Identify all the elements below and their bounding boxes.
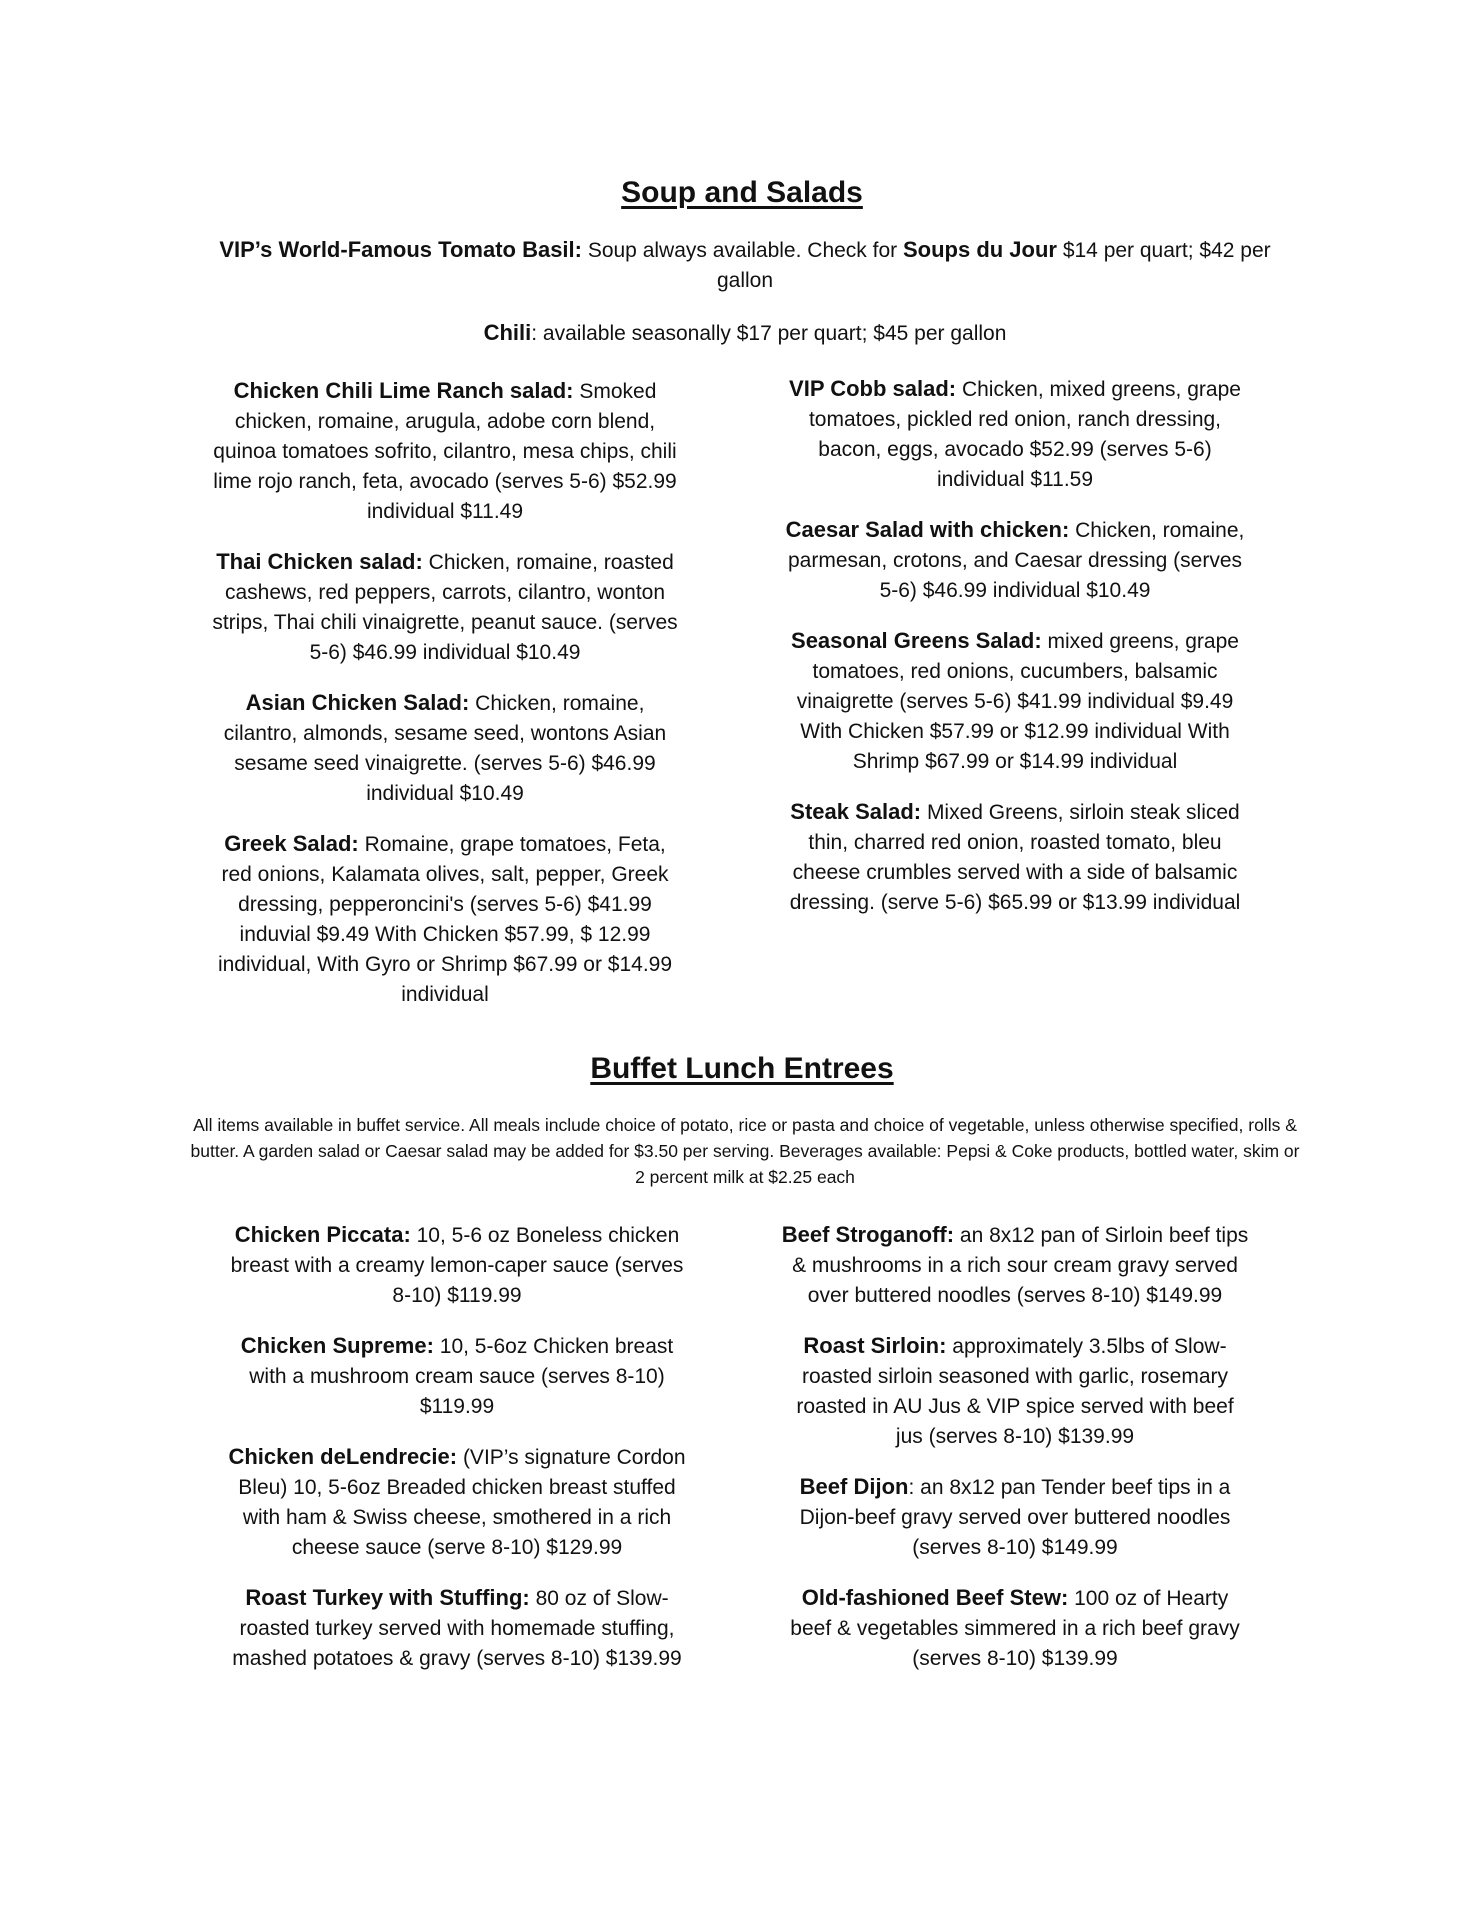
menu-item-desc: Smoked chicken, romaine, arugula, adobe corn blend, quinoa tomatoes sofrito, cilantro, mesa chips, chili lime rojo ranch, feta, avocado (serves 5-6) $52.99 individual $11.49 — [213, 380, 677, 523]
menu-item — [222, 1331, 692, 1422]
menu-item-name: Roast Turkey with Stuffing: — [245, 1585, 530, 1610]
menu-item-desc: mixed greens, grape tomatoes, red onions, cucumbers, balsamic vinaigrette (serves 5-6) $41.99 individual $9.49 With Chicken $57.99 or $12.99 individual With Shrimp $67.99 or $14.99 individual — [796, 630, 1239, 773]
menu-item-desc: approximately 3.5lbs of Slow-roasted sirloin seasoned with garlic, rosemary roasted in AU Jus & VIP spice served with beef jus (serves 8-10) $139.99 — [796, 1335, 1234, 1448]
menu-item-name: Asian Chicken Salad: — [245, 690, 470, 715]
menu-item — [222, 1220, 692, 1311]
menu-item-desc: Chicken, romaine, parmesan, crotons, and Caesar dressing (serves 5-6) $46.99 individual $10.49 — [787, 519, 1245, 602]
menu-item-desc: an 8x12 pan of Sirloin beef tips & mushrooms in a rich sour cream gravy served over buttered noodles (serves 8-10) $149.99 — [792, 1224, 1249, 1307]
chili-text: : available seasonally $17 per quart; $45 per gallon — [531, 322, 1007, 345]
chili-name: Chili — [483, 320, 532, 345]
buffet-left-column — [222, 1220, 692, 1694]
menu-item — [210, 547, 680, 668]
menu-item — [222, 1583, 692, 1674]
menu-item — [210, 688, 680, 809]
menu-item-desc: 10, 5-6 oz Boneless chicken breast with a creamy lemon-caper sauce (serves 8-10) $119.99 — [230, 1224, 684, 1307]
menu-item — [780, 1220, 1250, 1311]
menu-item-desc: : an 8x12 pan Tender beef tips in a Dijon-beef gravy served over buttered noodles (serves 8-10) $149.99 — [799, 1476, 1231, 1559]
menu-item — [780, 1472, 1250, 1563]
menu-item — [780, 1583, 1250, 1674]
menu-item-desc: (VIP’s signature Cordon Bleu) 10, 5-6oz Breaded chicken breast stuffed with ham & Swiss cheese, smothered in a rich cheese sauce (serve 8-10) $129.99 — [238, 1446, 686, 1559]
menu-item-name: Beef Stroganoff: — [781, 1222, 955, 1247]
menu-item-name: Chicken Piccata: — [234, 1222, 411, 1247]
menu-item-name: Caesar Salad with chicken: — [785, 517, 1070, 542]
menu-item-name: Steak Salad: — [790, 799, 922, 824]
menu-item-desc: Romaine, grape tomatoes, Feta, red onions, Kalamata olives, salt, pepper, Greek dressing, pepperoncini's (serves 5-6) $41.99 induvial $9.49 With Chicken $57.99, $ 12.99 individual, With Gyro or Shrimp $67.99 or $14.99 individual — [217, 833, 673, 1006]
menu-item-desc: Mixed Greens, sirloin steak sliced thin, charred red onion, roasted tomato, bleu cheese crumbles served with a side of balsamic dressing. (serve 5-6) $65.99 or $13.99 individual — [789, 801, 1241, 914]
menu-item-name: Chicken Chili Lime Ranch salad: — [233, 378, 574, 403]
buffet-title: Buffet Lunch Entrees — [590, 1052, 894, 1085]
menu-item — [780, 374, 1250, 495]
menu-item-desc: Chicken, mixed greens, grape tomatoes, pickled red onion, ranch dressing, bacon, eggs, avocado $52.99 (serves 5-6) individual $11.59 — [808, 378, 1241, 491]
menu-item-name: Seasonal Greens Salad: — [791, 628, 1042, 653]
menu-item-name: Beef Dijon — [799, 1474, 909, 1499]
chili-line — [190, 318, 1300, 349]
tomato-basil-price: $14 per quart; $42 per gallon — [716, 239, 1271, 292]
menu-item-desc: 80 oz of Slow-roasted turkey served with homemade stuffing, mashed potatoes & gravy (serves 8-10) $139.99 — [232, 1587, 682, 1670]
menu-item — [780, 1331, 1250, 1452]
menu-item-name: Thai Chicken salad: — [216, 549, 423, 574]
menu-item — [210, 376, 680, 527]
soups-du-jour-label: Soups du Jour — [902, 237, 1057, 262]
menu-item-name: Chicken Supreme: — [240, 1333, 434, 1358]
menu-item-name: Greek Salad: — [224, 831, 359, 856]
menu-item-desc: Chicken, romaine, cilantro, almonds, sesame seed, wontons Asian sesame seed vinaigrette. (serves 5-6) $46.99 individual $10.49 — [223, 692, 667, 805]
salads-right-column — [780, 374, 1250, 938]
menu-item — [780, 797, 1250, 918]
tomato-basil-line — [190, 235, 1300, 296]
salads-left-column — [210, 376, 680, 1030]
menu-item-desc: 100 oz of Hearty beef & vegetables simmered in a rich beef gravy (serves 8-10) $139.99 — [790, 1587, 1240, 1670]
menu-item — [222, 1442, 692, 1563]
buffet-right-column — [780, 1220, 1250, 1694]
menu-item-name: Chicken deLendrecie: — [228, 1444, 458, 1469]
menu-item — [780, 515, 1250, 606]
menu-item-name: Roast Sirloin: — [803, 1333, 947, 1358]
menu-item-desc: Chicken, romaine, roasted cashews, red peppers, carrots, cilantro, wonton strips, Thai chili vinaigrette, peanut sauce. (serves 5-6) $46.99 individual $10.49 — [212, 551, 678, 664]
buffet-intro: All items available in buffet service. All meals include choice of potato, rice or pasta and choice of vegetable, unless otherwise specified, rolls & butter. A garden salad or Caesar salad may be added for $3.50 per serving. Beverages available: Pepsi & Coke products, bottled water, skim or 2 percent milk at $2.25 each — [190, 1115, 1300, 1187]
menu-item — [210, 829, 680, 1010]
menu-item — [780, 626, 1250, 777]
menu-item-name: VIP Cobb salad: — [789, 376, 957, 401]
tomato-basil-text: Soup always available. Check for — [581, 239, 903, 262]
menu-item-desc: 10, 5-6oz Chicken breast with a mushroom cream sauce (serves 8-10) $119.99 — [249, 1335, 674, 1418]
tomato-basil-name: VIP’s World-Famous Tomato Basil: — [219, 237, 582, 262]
menu-item-name: Old-fashioned Beef Stew: — [801, 1585, 1069, 1610]
soup-salads-title: Soup and Salads — [621, 176, 863, 209]
